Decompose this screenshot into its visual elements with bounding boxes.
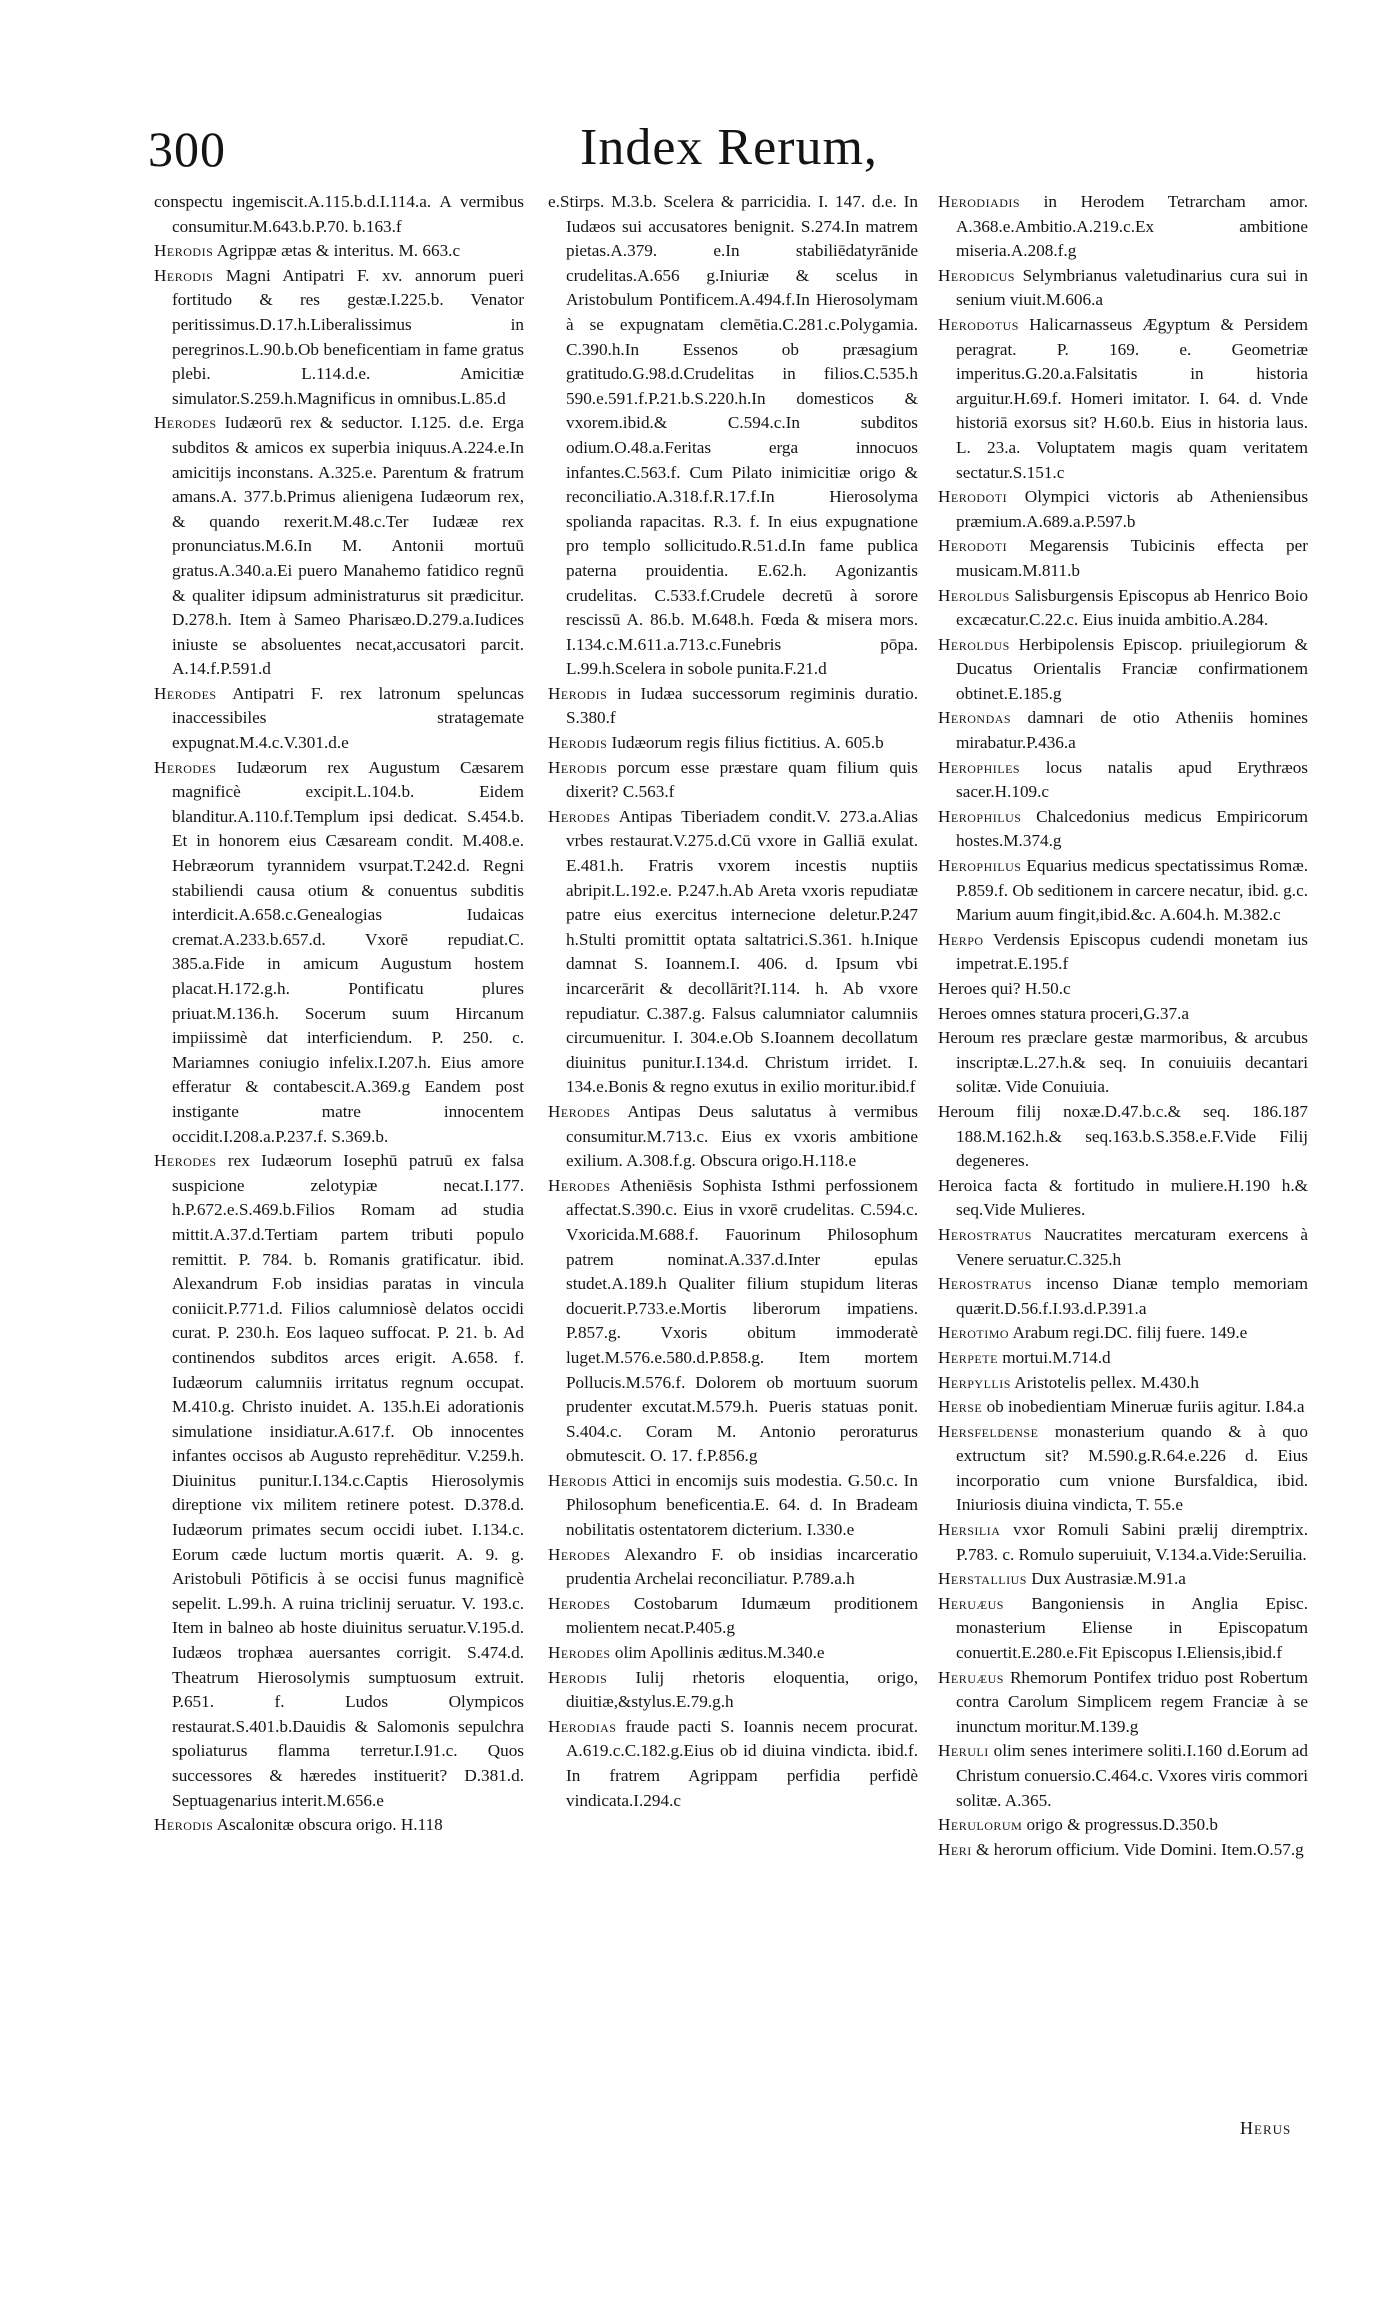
entry-text: damnari de otio Atheniis homines mirabatur.P.436.a bbox=[956, 708, 1309, 753]
entry-headword: Herodes bbox=[548, 1593, 611, 1613]
entry-headword: Herodoti bbox=[938, 536, 1008, 556]
index-entry bbox=[548, 1100, 918, 1174]
entry-headword: Herostratus bbox=[938, 1224, 1032, 1244]
entry-headword: Herodias bbox=[548, 1716, 617, 1736]
entry-text: Antipatri F. rex latronum speluncas inaccessibiles stratagemate expugnat.M.4.c.V.301.d.e bbox=[172, 683, 524, 753]
index-entry bbox=[938, 1518, 1308, 1567]
index-entry bbox=[938, 1420, 1308, 1518]
entry-headword: Herodes bbox=[154, 757, 217, 777]
entry-headword: Heroldus bbox=[938, 585, 1010, 605]
entry-headword: Herodes bbox=[548, 806, 611, 826]
entry-text: incenso Dianæ templo memoriam quærit.D.56.f.I.93.d.P.391.a bbox=[956, 1274, 1308, 1318]
index-entry bbox=[938, 854, 1308, 928]
entry-text: Iulij rhetoris eloquentia, origo, diuitiæ,&stylus.E.79.g.h bbox=[566, 1667, 919, 1712]
index-entry bbox=[938, 1592, 1308, 1666]
entry-headword: Herostratus bbox=[938, 1274, 1032, 1294]
entry-headword: Herulorum bbox=[938, 1815, 1023, 1835]
entry-text: Attici in encomijs suis modestia. G.50.c. In Philosophum beneficentia.E. 64. d. In Bradeam nobilitatis ostentatorem dicterium. I.330.e bbox=[566, 1470, 918, 1540]
entry-headword: Herophiles bbox=[938, 757, 1021, 777]
entry-text: Iudæorum regis filius fictitius. A. 605.b bbox=[611, 733, 884, 753]
index-entry bbox=[154, 190, 524, 239]
index-entry bbox=[938, 977, 1308, 1002]
entry-headword: Herpete bbox=[938, 1347, 998, 1367]
entry-headword: Heruæus bbox=[938, 1593, 1004, 1613]
entry-headword: Herodes bbox=[548, 1544, 611, 1564]
entry-headword: Herodis bbox=[154, 1815, 214, 1835]
page-number: 300 bbox=[148, 121, 226, 177]
index-entry bbox=[938, 313, 1308, 485]
entry-headword: Herotimo bbox=[938, 1323, 1010, 1343]
index-entry bbox=[154, 1813, 524, 1838]
entry-headword: Heroldus bbox=[938, 634, 1010, 654]
index-entry bbox=[548, 731, 918, 756]
entry-text: Heroum filij noxæ.D.47.b.c.& seq. 186.187 188.M.162.h.& seq.163.b.S.358.e.F.Vide Filij degeneres. bbox=[938, 1101, 1308, 1171]
running-title: Index Rerum, bbox=[580, 119, 878, 176]
entry-text: origo & progressus.D.350.b bbox=[1026, 1815, 1218, 1835]
index-column-left bbox=[154, 190, 524, 1838]
entry-text: in Iudæa successorum regiminis duratio. S.380.f bbox=[566, 683, 919, 728]
entry-text: Verdensis Episcopus cudendi monetam ius impetrat.E.195.f bbox=[956, 929, 1308, 974]
entry-text: Megarensis Tubicinis effecta per musicam.M.811.b bbox=[956, 536, 1308, 580]
index-entry bbox=[154, 682, 524, 756]
index-entry bbox=[938, 706, 1308, 755]
entry-headword: Hersilia bbox=[938, 1520, 1001, 1540]
entry-text: Heroes omnes statura proceri,G.37.a bbox=[938, 1003, 1190, 1023]
entry-headword: Herophilus bbox=[938, 856, 1022, 876]
entry-headword: Hersfeldense bbox=[938, 1421, 1039, 1441]
entry-headword: Herodotus bbox=[938, 314, 1019, 334]
entry-text: Ascalonitæ obscura origo. H.118 bbox=[216, 1815, 443, 1835]
index-entry bbox=[938, 264, 1308, 313]
entry-text: porcum esse præstare quam filium quis dixerit? C.563.f bbox=[566, 757, 918, 802]
entry-headword: Herondas bbox=[938, 708, 1012, 728]
entry-headword: Herse bbox=[938, 1397, 983, 1417]
entry-headword: Heri bbox=[938, 1839, 972, 1859]
entry-text: Costobarum Idumæum proditionem molientem necat.P.405.g bbox=[566, 1593, 918, 1638]
entry-text: rex Iudæorum Iosephū patruū ex falsa suspicione zelotypiæ necat.I.177. h.P.672.e.S.469.b.Filios Romam ad studia mittit.A.37.d.Tertiam partem tributi populo remittit. P. 784. b. Romanis gratificatur. ibid. Alexandrum F.ob insidias paratas in vincula coniicit.P.771.d. Filios calumniosè delatos occidi curat. P. 230.h. Eos laqueo suffocat. P. 21. b. Ad continendos subditos arces erigit. A.658. f. Iudæorum calumniis irritatus regnum occupat. M.410.g. Christo inuidet. A. 135.h.Ei adorationis simulatione insidiatur.A.617.f. Ob innocentes infantes occisos ab Augusto reprehēditur. V.259.h. Diuinitus punitur.I.134.c.Captis Hierosolymis direptione vix militem retinere potest. D.378.d. Iudæorum primates secum occidi iubet. I.134.c. Eorum cæde luctum mortis quærit. A. 9. g. Aristobuli Pōtificis à se occisi funus magnificè sepelit. L.99.h. A ruina triclinij seruatur. V. 193.c. Item in balneo ab hoste diuinitus seruatur.V.195.d. Iudæos trophæa auersantes corrigit. S.474.d. Theatrum Hierosolymis sumptuosum extruit. P.651. f. Ludos Olympicos restaurat.S.401.b.Dauidis & Salomonis sepulchra spoliaturus flamma terretur.I.91.c. Quos successores & hæredes instituerit? D.381.d. Septuagenarius interit.M.656.e bbox=[172, 1151, 525, 1810]
entry-headword: Herstallius bbox=[938, 1569, 1027, 1589]
entry-text: Rhemorum Pontifex triduo post Robertum contra Carolum Simplicem regem Franciæ à se inunctum moritur.M.139.g bbox=[956, 1667, 1309, 1736]
index-entry bbox=[938, 756, 1308, 805]
index-entry bbox=[938, 1813, 1308, 1838]
entry-text: Naucratites mercaturam exercens à Venere seruatur.C.325.h bbox=[956, 1224, 1308, 1269]
index-entry bbox=[548, 1469, 918, 1543]
entry-headword: Herodes bbox=[548, 1101, 611, 1121]
entry-text: Equarius medicus spectatissimus Romæ. P.859.f. Ob seditionem in carcere necatur, ibid. g.c. Marium auum fingit,ibid.&c. A.604.h. M.382.c bbox=[956, 856, 1308, 925]
index-entry bbox=[938, 1395, 1308, 1420]
index-entry bbox=[938, 485, 1308, 534]
entry-text: Iudæorū rex & seductor. I.125. d.e. Erga subditos & amicos ex superbia iniquus.A.224.e.In amicitijs inconstans. A.325.e. Parentum & fratrum amans.A. 377.b.Primus alienigena Iudæorum rex, & quando rexerit.M.48.c.Ter Iudææ rex pronunciatus.M.6.In M. Antonii mortuū gratus.A.340.a.Ei puero Manahemo fatidico regnū & qualiter idipsum administraturus sit prædicitur. D.278.h. Item à Sameo Pharisæo.D.279.a.Iudices iniuste se absoluentes necat,accusatori parcit. A.14.f.P.591.d bbox=[172, 413, 524, 679]
index-entry bbox=[154, 756, 524, 1150]
index-entry bbox=[938, 1346, 1308, 1371]
entry-headword: Herodiadis bbox=[938, 192, 1021, 211]
index-entry bbox=[548, 1641, 918, 1666]
entry-text: conspectu ingemiscit.A.115.b.d.I.114.a. A vermibus consumitur.M.643.b.P.70. b.163.f bbox=[154, 192, 524, 236]
entry-headword: Herodis bbox=[154, 265, 214, 285]
index-entry bbox=[938, 1272, 1308, 1321]
index-entry bbox=[938, 1567, 1308, 1592]
entry-headword: Herpyllis bbox=[938, 1372, 1011, 1392]
entry-headword: Herodis bbox=[154, 241, 214, 261]
entry-text: Chalcedonius medicus Empiricorum hostes.M.374.g bbox=[956, 806, 1309, 851]
index-entry bbox=[938, 1026, 1308, 1100]
entry-text: locus natalis apud Erythræos sacer.H.109.c bbox=[956, 757, 1308, 802]
entry-text: fraude pacti S. Ioannis necem procurat. A.619.c.C.182.g.Eius ob id diuina vindicta. ibid.f. In fratrem Agrippam perfidia perfidè vindicata.I.294.c bbox=[566, 1716, 918, 1810]
index-entry bbox=[938, 1739, 1308, 1813]
entry-text: Atheniēsis Sophista Isthmi perfossionem affectat.S.390.c. Eius in vxorē crudelitas. C.594.c. Vxoricida.M.688.f. Fauorinum Philosophum patrem nominat.A.337.d.Inter epulas studet.A.189.h Qualiter filium stupidum literas docuerit.P.733.e.Mortis liberorum impatiens. P.857.g. Vxoris obitum immoderatè luget.M.576.e.580.d.P.858.g. Item mortem Pollucis.M.576.f. Dolorem ob mortuum suorum prudenter excutat.M.579.h. Pueris statuas ponit. S.404.c. Coram M. Antonio peroraturus obmutescit. O. 17. f.P.856.g bbox=[566, 1175, 919, 1466]
entry-text: e.Stirps. M.3.b. Scelera & parricidia. I. 147. d.e. In Iudæos sui accusatores benignit. S.274.In matrem pietas.A.379. e.In stabiliēdatyrānide crudelitas.A.656 g.Iniuriæ & scelus in Aristobulum Pontificem.A.494.f.In Hierosolymam à se expugnatam clemētia.C.281.c.Polygamia. C.390.h.In Essenos ob præsagium gratitudo.G.98.d.Crudelitas in filios.C.535.h 590.e.591.f.P.21.b.S.220.h.In domesticos & vxorem.ibid.& C.594.c.In subditos odium.O.48.a.Feritas erga innocuos infantes.C.563.f. Cum Pilato inimicitiæ origo & reconciliatio.A.318.f.R.17.f.In Hierosolyma spolianda rapacitas. R.3. f. In eius expugnatione pro templo sollicitudo.R.51.d.In fame publica paterna prouidentia. E.62.h. Agonizantis crudelitas. C.533.f.Crudele decretū à sorore rescissū A. 86.b. M.648.h. Fœda & misera mors. I.134.c.M.611.a.713.c.Funebris pōpa. L.99.h.Scelera in sobole punita.F.21.d bbox=[548, 192, 918, 679]
index-entry bbox=[548, 1174, 918, 1469]
index-entry bbox=[548, 1666, 918, 1715]
entry-headword: Herodis bbox=[548, 757, 608, 777]
entry-text: Iudæorum rex Augustum Cæsarem magnificè excipit.L.104.b. Eidem blanditur.A.110.f.Templum ipsi dedicat. S.454.b. Et in honorem eius Cæsaream condit. M.408.e. Hebræorum tyrannidem vsurpat.T.242.d. Regni stabiliendi causa otium & conuentus subditis interdicit.A.658.c.Genealogias Iudaicas cremat.A.233.b.657.d. Vxorē repudiat.C. 385.a.Fide in amicum Augustum hostem placat.H.172.g.h. Pontificatu plures priuat.M.136.h. Socerum suum Hircanum impiissimè dat interficiendum. P. 250. c. Mariamnes coniugio infelix.I.207.h. Eius amore efferatur & contabescit.A.369.g Eandem post instigante matre innocentem occidit.I.208.a.P.237.f. S.369.b. bbox=[172, 757, 524, 1146]
entry-text: Dux Austrasiæ.M.91.a bbox=[1031, 1569, 1186, 1589]
catchword: Herus bbox=[1240, 2118, 1292, 2138]
entry-text: Alexandro F. ob insidias incarceratio prudentia Archelai reconciliatur. P.789.a.h bbox=[566, 1544, 918, 1589]
entry-text: olim Apollinis æditus.M.340.e bbox=[614, 1643, 825, 1663]
index-entry bbox=[938, 805, 1308, 854]
entry-text: monasterium quando & à quo extructum sit? M.590.g.R.64.e.226 d. Eius incorporatio cum vnione Bursfaldica, ibid. Iniuriosis diuina vindicta, T. 55.e bbox=[956, 1421, 1308, 1515]
index-entry bbox=[548, 1715, 918, 1813]
index-entry bbox=[154, 264, 524, 412]
entry-headword: Herodes bbox=[154, 1151, 217, 1171]
index-entry bbox=[938, 190, 1308, 264]
index-column-middle bbox=[548, 190, 918, 1813]
entry-text: Arabum regi.DC. filij fuere. 149.e bbox=[1012, 1323, 1248, 1343]
index-entry bbox=[938, 928, 1308, 977]
index-entry bbox=[938, 1100, 1308, 1174]
entry-text: Heroes qui? H.50.c bbox=[938, 979, 1071, 998]
index-entry bbox=[938, 1838, 1308, 1863]
entry-text: Selymbrianus valetudinarius cura sui in senium viuit.M.606.a bbox=[956, 265, 1308, 310]
entry-text: vxor Romuli Sabini prælij diremptrix. P.783. c. Romulo superuiuit, V.134.a.Vide:Seruilia. bbox=[956, 1520, 1309, 1564]
entry-text: Aristotelis pellex. M.430.h bbox=[1014, 1372, 1200, 1392]
index-entry bbox=[548, 1543, 918, 1592]
entry-text: olim senes interimere soliti.I.160 d.Eorum ad Christum conuersio.C.464.c. Vxores viris commori solitæ. A.365. bbox=[956, 1741, 1308, 1810]
index-entry bbox=[938, 1371, 1308, 1396]
entry-text: Salisburgensis Episcopus ab Henrico Boio excæcatur.C.22.c. Eius inuida ambitio.A.284. bbox=[956, 585, 1308, 630]
entry-headword: Herodicus bbox=[938, 265, 1015, 285]
entry-headword: Herodes bbox=[154, 683, 217, 703]
index-entry bbox=[154, 239, 524, 264]
index-entry bbox=[938, 584, 1308, 633]
entry-text: Agrippæ ætas & interitus. M. 663.c bbox=[216, 241, 461, 261]
entry-headword: Heruli bbox=[938, 1741, 989, 1761]
entry-headword: Herodis bbox=[548, 683, 608, 703]
index-entry bbox=[938, 1666, 1308, 1740]
index-entry bbox=[548, 682, 918, 731]
index-entry bbox=[548, 805, 918, 1100]
entry-text: Herbipolensis Episcop. priuilegiorum & Ducatus Orientalis Franciæ confirmationem obtinet.E.185.g bbox=[956, 634, 1309, 703]
index-entry bbox=[548, 756, 918, 805]
index-entry bbox=[548, 1592, 918, 1641]
entry-text: Antipas Tiberiadem condit.V. 273.a.Alias vrbes restaurat.V.275.d.Cū vxore in Galliā exulat. E.481.h. Fratris vxorem incestis nuptiis abripit.L.192.e. P.247.h.Ab Areta vxoris repudiatæ patre eius exercitus internecione deletur.P.247 h.Stulti promittit optata saltatrici.S.361. h.Inique damnat S. Ioannem.I. 406. d. Ipsum vbi incarcerārit & decollārit?I.114. h. Ab vxore repudiatur. C.387.g. Falsus calumniator calumniis circumuenitur. I. 304.e.Ob S.Ioannem decollatum diuinitus punitur.I.134.d. Christum irridet. I. 134.e.Bonis & regno exutus in exilio moritur.ibid.f bbox=[566, 806, 918, 1097]
entry-headword: Herpo bbox=[938, 929, 984, 949]
entry-text: Antipas Deus salutatus à vermibus consumitur.M.713.c. Eius ex vxoris ambitione exilium. A.308.f.g. Obscura origo.H.118.e bbox=[566, 1101, 918, 1171]
entry-headword: Herodes bbox=[548, 1643, 611, 1663]
entry-headword: Herodoti bbox=[938, 487, 1008, 507]
index-entry bbox=[154, 1149, 524, 1813]
entry-headword: Herophilus bbox=[938, 806, 1022, 826]
entry-text: Magni Antipatri F. xv. annorum pueri fortitudo & res gestæ.I.225.b. Venator peritissimus.D.17.h.Liberalissimus in peregrinos.L.90.b.Ob beneficentiam in fame gratus plebi. L.114.d.e. Amicitiæ simulator.S.259.h.Magnificus in omnibus.L.85.d bbox=[172, 265, 524, 408]
entry-text: Halicarnasseus Ægyptum & Persidem peragrat. P. 169. e. Geometriæ imperitus.G.20.a.Falsitatis in historia arguitur.H.69.f. Homeri imitator. I. 64. d. Vnde historiā exorsus sit? H.60.b. Eius in historia laus. L. 23.a. Voluptatem magis quam veritatem sectatur.S.151.c bbox=[956, 314, 1308, 482]
index-entry bbox=[938, 1174, 1308, 1223]
entry-text: Heroica facta & fortitudo in muliere.H.190 h.& seq.Vide Mulieres. bbox=[938, 1175, 1308, 1220]
index-entry bbox=[548, 190, 918, 682]
entry-headword: Herodis bbox=[548, 1470, 608, 1490]
entry-headword: Herodis bbox=[548, 1667, 608, 1687]
entry-headword: Herodis bbox=[548, 733, 608, 753]
entry-text: Heroum res præclare gestæ marmoribus, & arcubus inscriptæ.L.27.h.& seq. In conuiuiis decantari solitæ. Vide Conuiuia. bbox=[938, 1028, 1308, 1097]
index-entry bbox=[154, 411, 524, 682]
entry-text: mortui.M.714.d bbox=[1002, 1347, 1111, 1367]
index-entry bbox=[938, 1321, 1308, 1346]
index-column-right bbox=[938, 190, 1308, 1862]
entry-headword: Heruæus bbox=[938, 1667, 1004, 1687]
entry-text: in Herodem Tetrarcham amor. A.368.e.Ambitio.A.219.c.Ex ambitione miseria.A.208.f.g bbox=[956, 192, 1308, 261]
index-entry bbox=[938, 534, 1308, 583]
index-entry bbox=[938, 1223, 1308, 1272]
entry-text: & herorum officium. Vide Domini. Item.O.57.g bbox=[976, 1839, 1304, 1859]
entry-headword: Herodes bbox=[154, 413, 217, 433]
entry-text: Bangoniensis in Anglia Episc. monasterium Eliense in Episcopatum conuertit.E.280.e.Fit Episcopus I.Eliensis,ibid.f bbox=[956, 1593, 1308, 1663]
index-entry bbox=[938, 1002, 1308, 1027]
entry-text: Olympici victoris ab Atheniensibus præmium.A.689.a.P.597.b bbox=[956, 487, 1309, 531]
entry-text: ob inobedientiam Mineruæ furiis agitur. I.84.a bbox=[986, 1397, 1305, 1417]
entry-headword: Herodes bbox=[548, 1175, 611, 1195]
index-entry bbox=[938, 633, 1308, 707]
